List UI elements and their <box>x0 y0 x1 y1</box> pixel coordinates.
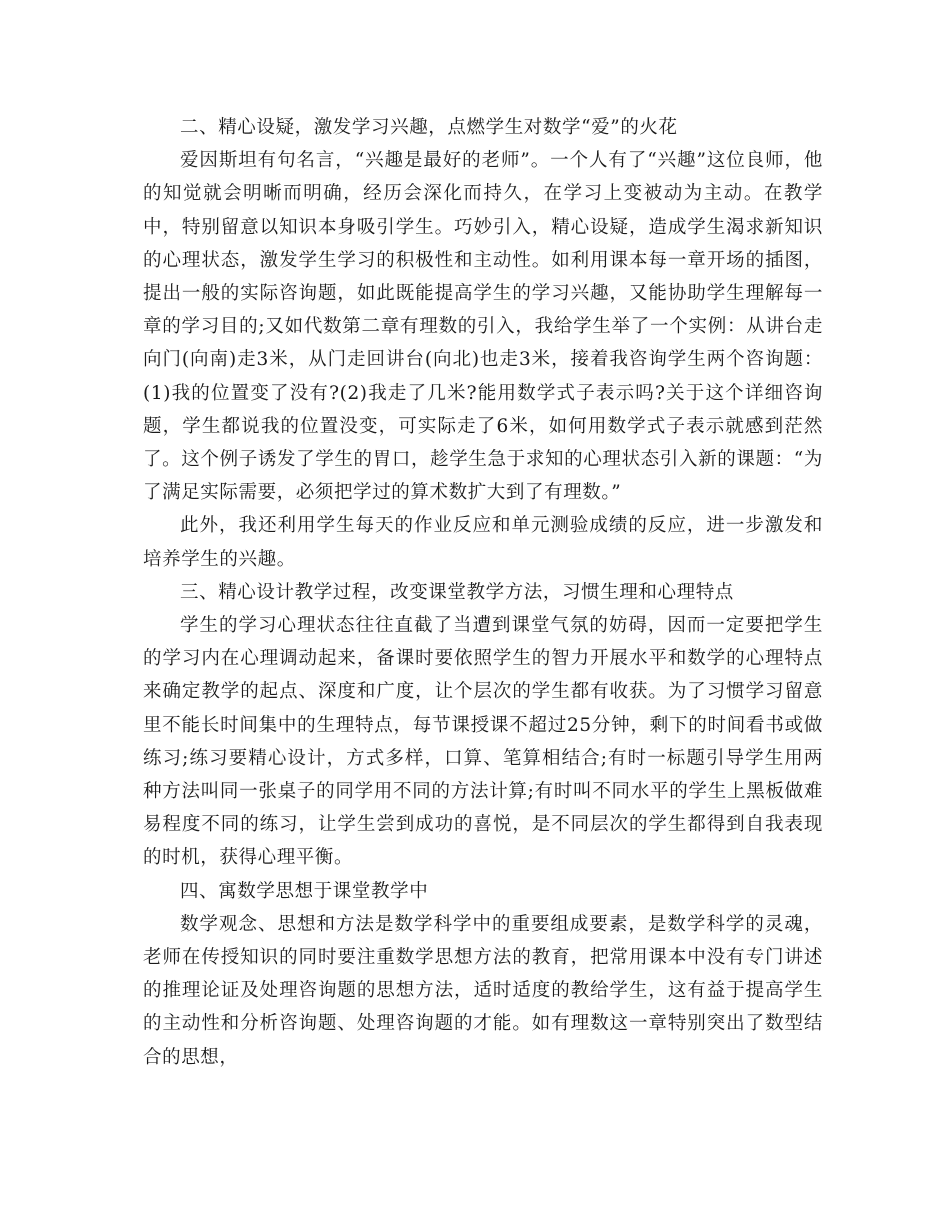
paragraph-teaching-process: 学生的学习心理状态往往直截了当遭到课堂气氛的妨碍，因而一定要把学生的学习内在心理调动起来，备课时要依照学生的智力开展水平和数学的心理特点来确定教学的起点、深度和广度，让个层次的学生都有收获。为了习惯学习留意里不能长时间集中的生理特点，每节课授课不超过25分钟，剩下的时间看书或做练习;练习要精心设计，方式多样，口算、笔算相结合;有时一标题引导学生用两种方法叫同一张桌子的同学用不同的方法计算;有时叫不同水平的学生上黑板做难易程度不同的练习，让学生尝到成功的喜悦，是不同层次的学生都得到自我表现的时机，获得心理平衡。 <box>143 615 823 869</box>
paragraph-math-thinking: 数学观念、思想和方法是数学科学中的重要组成要素，是数学科学的灵魂，老师在传授知识的同时要注重数学思想方法的教育，把常用课本中没有专门讲述的推理论证及处理咨询题的思想方法，适时适度的教给学生，这有益于提高学生的主动性和分析咨询题、处理咨询题的才能。如有理数这一章特别突出了数型结合的思想， <box>143 913 823 1068</box>
document-body <box>143 111 823 1074</box>
section-heading-4: 四、寓数学思想于课堂教学中 <box>180 880 429 902</box>
paragraph-homework-feedback: 此外，我还利用学生每天的作业反应和单元测验成绩的反应，进一步激发和培养学生的兴趣。 <box>143 515 823 570</box>
paragraph-interest-quote: 爱因斯坦有句名言，“兴趣是最好的老师”。一个人有了“兴趣”这位良师，他的知觉就会明晰而明确，经历会深化而持久，在学习上变被动为主动。在教学中，特别留意以知识本身吸引学生。巧妙引入，精心设疑，造成学生渴求新知识的心理状态，激发学生学习的积极性和主动性。如利用课本每一章开场的插图，提出一般的实际咨询题，如此既能提高学生的学习兴趣，又能协助学生理解每一章的学习目的;又如代数第二章有理数的引入，我给学生举了一个实例：从讲台走向门(向南)走3米，从门走回讲台(向北)也走3米，接着我咨询学生两个咨询题：(1)我的位置变了没有?(2)我走了几米?能用数学式子表示吗?关于这个详细咨询题，学生都说我的位置没变，可实际走了6米，如何用数学式子表示就感到茫然了。这个例子诱发了学生的胃口，趁学生急于求知的心理状态引入新的课题：“为了满足实际需要，必须把学过的算术数扩大到了有理数。” <box>143 150 823 504</box>
section-heading-2: 二、精心设疑，激发学习兴趣，点燃学生对数学“爱”的火花 <box>180 117 678 138</box>
section-heading-3: 三、精心设计教学过程，改变课堂教学方法，习惯生理和心理特点 <box>180 581 734 603</box>
